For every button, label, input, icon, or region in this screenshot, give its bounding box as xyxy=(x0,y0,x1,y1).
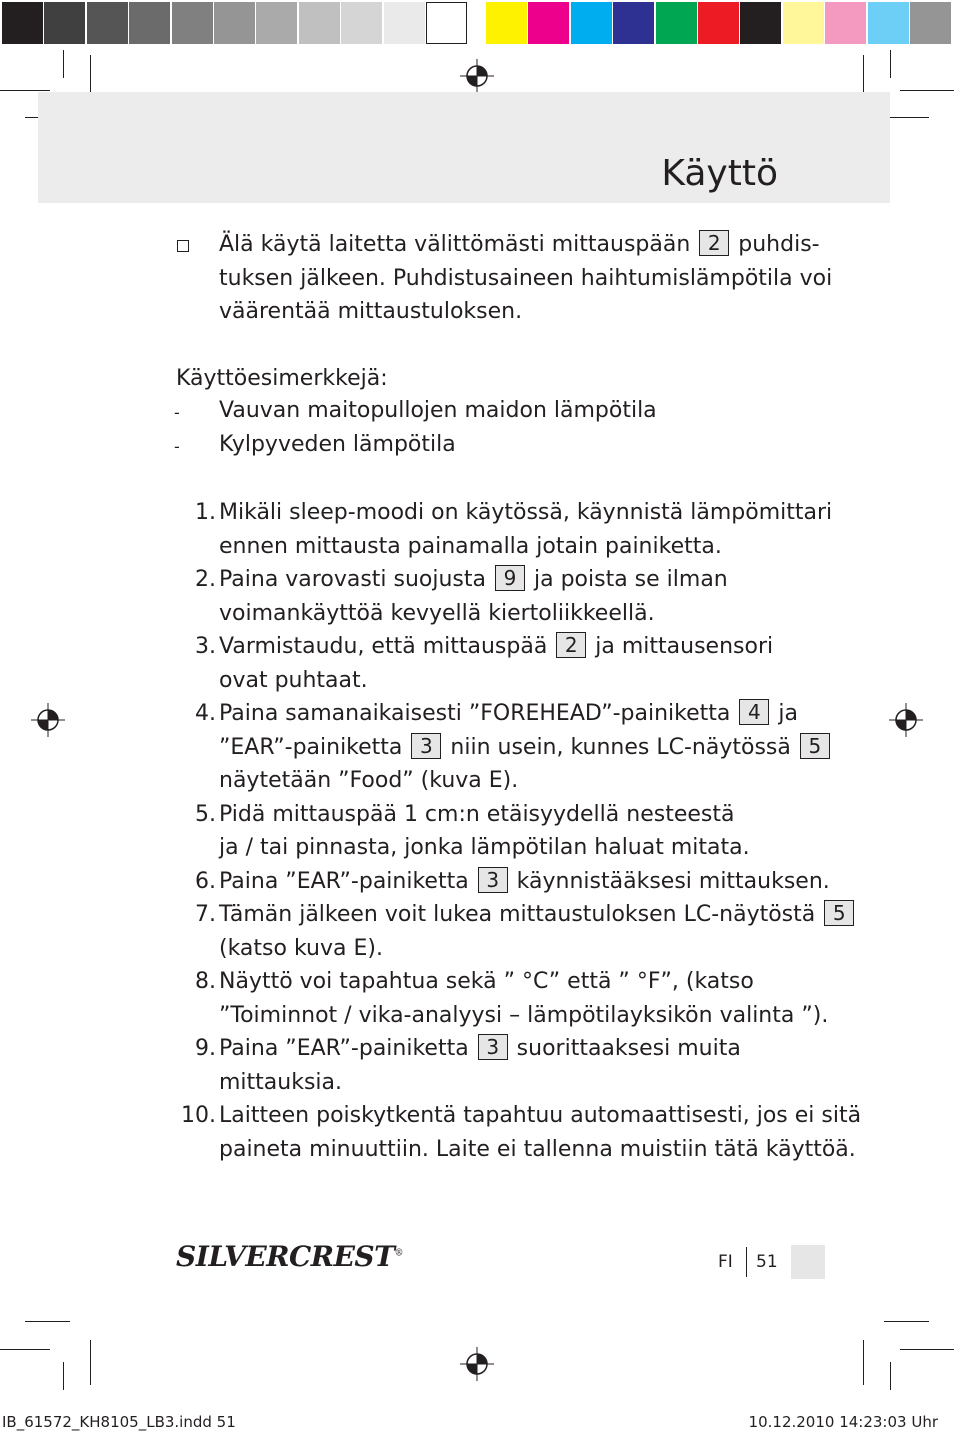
step-number: 5. xyxy=(195,801,216,827)
color-swatch xyxy=(384,2,425,44)
text-line xyxy=(219,999,828,1033)
text-segment: ja xyxy=(771,701,798,726)
text-segment: suorittaaksesi muita xyxy=(509,1036,741,1061)
color-swatch xyxy=(783,2,824,44)
text-segment: Paina ”EAR”-painiketta xyxy=(219,1036,476,1061)
crop-mark xyxy=(890,50,891,78)
step-number: 4. xyxy=(195,701,216,726)
text-segment: Paina varovasti suojusta xyxy=(219,567,493,592)
step-number: 7. xyxy=(195,902,216,927)
registration-mark-icon xyxy=(889,703,923,737)
page-tab-marker xyxy=(791,1245,825,1279)
text-segment: ja mittausensori xyxy=(588,634,774,659)
registered-mark: ® xyxy=(394,1248,403,1259)
text-line xyxy=(219,664,368,698)
text-segment: mittauksia. xyxy=(219,1069,343,1095)
color-swatch xyxy=(172,2,213,44)
registration-mark-icon xyxy=(460,59,494,93)
color-swatch xyxy=(910,2,951,44)
part-reference-box: 3 xyxy=(478,1034,508,1060)
color-swatch xyxy=(698,2,739,44)
text-line xyxy=(219,697,798,731)
color-swatch xyxy=(129,2,170,44)
text-line xyxy=(219,496,832,530)
step-number: 6. xyxy=(195,868,216,894)
text-line xyxy=(219,1133,856,1167)
print-timestamp: 10.12.2010 14:23:03 Uhr xyxy=(748,1413,938,1431)
language-code: FI xyxy=(718,1252,733,1272)
step-number: 9. xyxy=(195,1036,216,1061)
text-segment: puhdis- xyxy=(731,232,820,257)
text-segment: Mikäli sleep-moodi on käytössä, käynnistä lämpömittari xyxy=(219,500,833,525)
color-swatch xyxy=(613,2,654,44)
text-segment: ”Toiminnot / vika-analyysi – lämpötilayksikön valinta ”). xyxy=(219,1002,829,1028)
file-name: IB_61572_KH8105_LB3.indd 51 xyxy=(2,1413,236,1431)
text-segment: tuksen jälkeen. Puhdistusaineen haihtumislämpötila voi xyxy=(219,265,833,291)
text-line xyxy=(219,295,522,329)
part-reference-box: 4 xyxy=(739,699,769,725)
example-item: Vauvan maitopullojen maidon lämpötila xyxy=(219,398,657,423)
text-segment: Tämän jälkeen voit lukea mittaustuloksen LC-näytöstä xyxy=(219,902,823,927)
part-reference-box: 3 xyxy=(411,733,441,759)
text-segment: käynnistääksesi mittauksen. xyxy=(509,868,830,894)
text-line xyxy=(219,630,773,664)
crop-mark xyxy=(884,117,929,118)
crop-mark xyxy=(890,1362,891,1390)
brand-name: SILVERCREST xyxy=(176,1240,395,1273)
text-segment: Näyttö voi tapahtua sekä ” °C” että ” °F”, (katso xyxy=(219,969,754,994)
brand-logo xyxy=(176,1240,403,1273)
text-segment: (katso kuva E). xyxy=(219,935,383,961)
text-segment: ovat puhtaat. xyxy=(219,667,368,693)
part-reference-box: 9 xyxy=(495,565,525,591)
text-segment: voimankäyttöä kevyellä kiertoliikkeellä. xyxy=(219,600,655,626)
color-swatch xyxy=(44,2,85,44)
text-line xyxy=(219,798,734,832)
page-number: 51 xyxy=(756,1252,778,1272)
crop-mark xyxy=(25,1321,70,1322)
crop-mark xyxy=(900,1349,954,1350)
text-line xyxy=(219,865,830,899)
example-item: Kylpyveden lämpötila xyxy=(219,431,456,457)
text-segment: Paina ”EAR”-painiketta xyxy=(219,868,476,894)
text-line xyxy=(219,1066,342,1100)
text-segment: Paina samanaikaisesti ”FOREHEAD”-painiketta xyxy=(219,701,738,726)
text-segment: näytetään ”Food” (kuva E). xyxy=(219,768,519,793)
crop-mark xyxy=(884,1321,929,1322)
text-segment: ja / tai pinnasta, jonka lämpötilan haluat mitata. xyxy=(219,835,750,860)
text-line xyxy=(219,965,754,999)
crop-mark xyxy=(0,1349,50,1350)
color-swatch xyxy=(528,2,569,44)
color-swatch xyxy=(214,2,255,44)
text-line xyxy=(219,597,655,631)
part-reference-box: 5 xyxy=(824,900,854,926)
dash-bullet: - xyxy=(174,436,180,456)
text-segment: Laitteen poiskytkentä tapahtuu automaattisesti, jos ei sitä xyxy=(219,1103,862,1128)
crop-mark xyxy=(900,90,954,91)
part-reference-box: 2 xyxy=(699,230,729,256)
color-swatch xyxy=(2,2,43,44)
text-line xyxy=(219,530,722,564)
text-segment: ennen mittausta painamalla jotain painiketta. xyxy=(219,533,722,559)
text-line xyxy=(219,831,750,865)
page-title: Käyttö xyxy=(661,153,778,194)
step-number: 2. xyxy=(195,567,216,592)
color-swatch xyxy=(825,2,866,44)
text-line xyxy=(219,262,832,296)
color-swatch xyxy=(486,2,527,44)
color-swatch xyxy=(426,2,467,44)
crop-mark xyxy=(0,90,50,91)
text-segment: niin usein, kunnes LC-näytössä xyxy=(443,734,798,760)
text-segment: Pidä mittauspää 1 cm:n etäisyydellä nesteestä xyxy=(219,801,735,827)
page-number-divider xyxy=(746,1247,747,1277)
dash-bullet: - xyxy=(174,403,180,422)
registration-mark-icon xyxy=(31,703,65,737)
text-line xyxy=(219,764,518,798)
crop-mark xyxy=(863,1340,864,1385)
examples-heading: Käyttöesimerkkejä: xyxy=(176,366,388,391)
color-swatch xyxy=(571,2,612,44)
crop-mark xyxy=(63,50,64,78)
empty-square-icon xyxy=(177,240,189,252)
color-swatch xyxy=(740,2,781,44)
text-line xyxy=(219,228,820,262)
part-reference-box: 2 xyxy=(556,632,586,658)
text-line xyxy=(219,563,728,597)
color-swatch xyxy=(256,2,297,44)
text-segment: ”EAR”-painiketta xyxy=(219,734,410,760)
color-swatch xyxy=(341,2,382,44)
color-swatch xyxy=(299,2,340,44)
text-segment: väärentää mittaustuloksen. xyxy=(219,299,523,324)
text-segment: ja poista se ilman xyxy=(527,567,728,592)
color-swatch xyxy=(868,2,909,44)
step-number: 1. xyxy=(195,500,216,525)
text-line xyxy=(219,1099,861,1133)
part-reference-box: 3 xyxy=(478,867,508,893)
text-line xyxy=(219,1032,741,1066)
step-number: 10. xyxy=(181,1103,216,1128)
text-segment: paineta minuuttiin. Laite ei tallenna muistiin tätä käyttöä. xyxy=(219,1136,856,1162)
step-number: 8. xyxy=(195,969,216,994)
crop-mark xyxy=(90,1340,91,1385)
text-line xyxy=(219,932,383,966)
registration-mark-icon xyxy=(460,1347,494,1381)
crop-mark xyxy=(63,1362,64,1390)
text-line xyxy=(219,731,832,765)
color-swatch xyxy=(656,2,697,44)
text-line xyxy=(219,898,856,932)
part-reference-box: 5 xyxy=(800,733,830,759)
text-segment: Varmistaudu, että mittauspää xyxy=(219,634,555,659)
step-number: 3. xyxy=(195,634,216,659)
text-segment: Älä käytä laitetta välittömästi mittauspään xyxy=(219,232,698,257)
color-swatch xyxy=(87,2,128,44)
